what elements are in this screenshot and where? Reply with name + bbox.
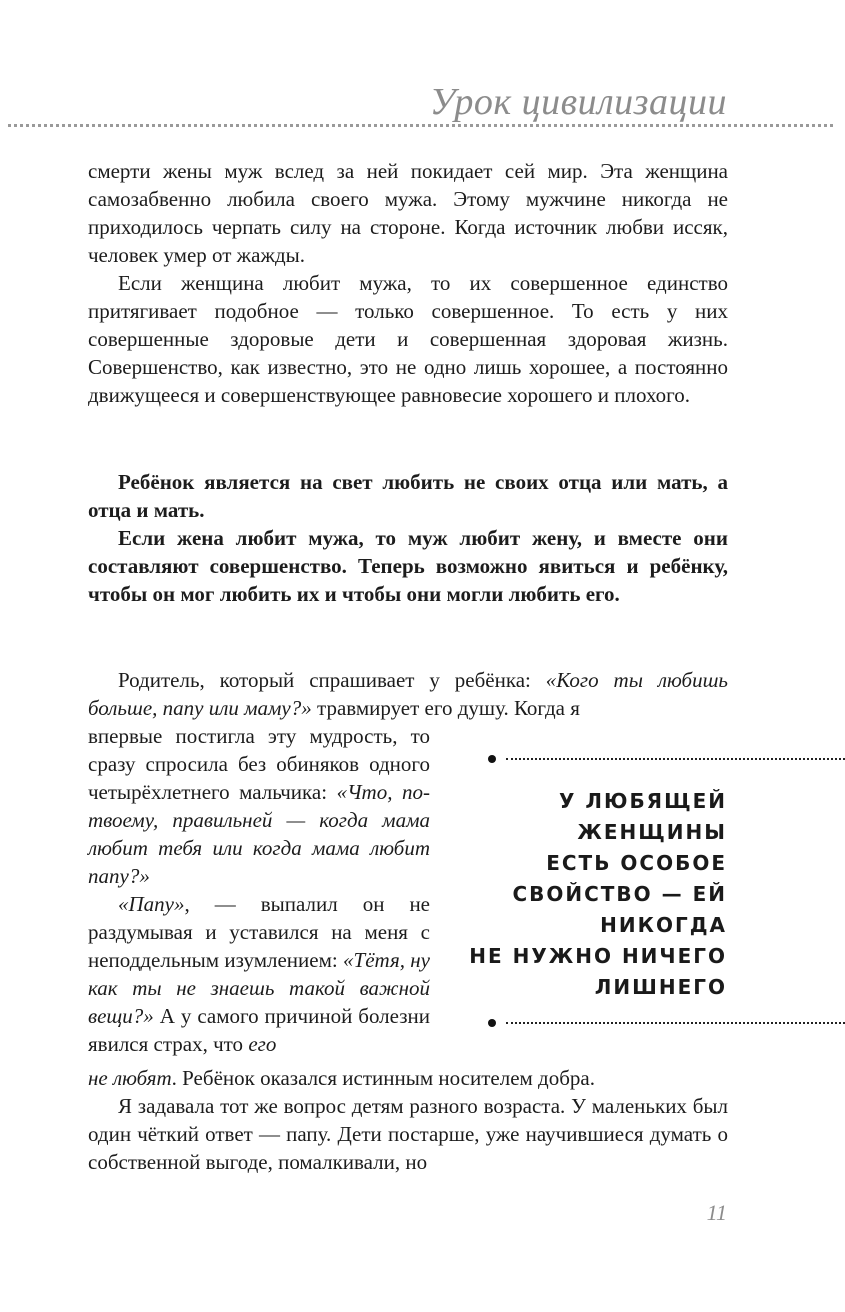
quoted-question: «Кого ты любишь больше, папу или маму?» xyxy=(88,668,728,720)
text-block-question xyxy=(88,666,728,722)
bullet-dot-icon xyxy=(488,755,496,763)
text-block-bold xyxy=(88,468,728,608)
paragraph: Если женщина любит мужа, то их совершенное единство притягивает подобное — только совершенное. То есть у них совершенные здоровые дети и совершенная здоровая жизнь. Совершенство, как известно, это не одно лишь хорошее, а постоянно движущееся и совершенствующее равновесие хорошего и плохого. xyxy=(88,271,728,407)
quoted-exclamation: «Тётя, ну как ты не знаешь такой важной вещи?» xyxy=(88,948,430,1028)
header-dotted-rule xyxy=(8,124,833,127)
pull-quote-top-rule xyxy=(488,754,845,764)
bold-paragraph: Ребёнок является на свет любить не своих отца или мать, а отца и мать. xyxy=(88,470,728,522)
paragraph: Родитель, который спрашивает у ребёнка: «Кого ты любишь больше, папу или маму?» травмирует его душу. Когда я xyxy=(88,668,728,720)
bullet-dot-icon xyxy=(488,1019,496,1027)
quoted-question: «Что, по-твоему, правильней — когда мама любит тебя или когда мама любит папу?» xyxy=(88,780,430,888)
dotted-line xyxy=(506,1022,845,1024)
pull-quote-line: ЕСТЬ ОСОБОЕ xyxy=(546,851,727,875)
pull-quote xyxy=(407,786,727,1003)
bold-paragraph: Если жена любит мужа, то муж любит жену, и вместе они составляют совершенство. Теперь возможно явиться и ребёнку, чтобы он мог любить их и чтобы они могли любить его. xyxy=(88,526,728,606)
pull-quote-line: НЕ НУЖНО НИЧЕГО xyxy=(469,944,727,968)
running-header-title: Урок цивилизации xyxy=(429,81,727,123)
dotted-line xyxy=(506,758,845,760)
pull-quote-line: У ЛЮБЯЩЕЙ xyxy=(558,789,727,813)
paragraph: не любят. Ребёнок оказался истинным носителем добра. xyxy=(88,1066,595,1090)
page-number: 11 xyxy=(706,1200,727,1225)
pull-quote-bottom-rule xyxy=(488,1018,845,1028)
text-block-intro xyxy=(88,157,728,409)
paragraph: Я задавала тот же вопрос детям разного возраста. У маленьких был один чёткий ответ — папу. Дети постарше, уже научившиеся думать о собственной выгоде, помалкивали, но xyxy=(88,1094,728,1174)
pull-quote-line: ЖЕНЩИНЫ xyxy=(577,820,727,844)
text-column-wrapped xyxy=(88,722,430,1058)
pull-quote-line: СВОЙСТВО — ЕЙ xyxy=(512,882,727,906)
paragraph: «Папу», — выпалил он не раздумывая и уставился на меня с неподдельным изумлением: «Тётя, ну как ты не знаешь такой важной вещи?» А у самого причиной болезни явился страх, что его xyxy=(88,892,430,1056)
text-block-conclusion xyxy=(88,1064,728,1176)
quoted-answer: «Папу» xyxy=(118,892,185,916)
paragraph: смерти жены муж вслед за ней покидает сей мир. Эта женщина самозабвенно любила своего мужа. Этому мужчине никогда не приходилось черпать силу на стороне. Когда источник любви иссяк, человек умер от жажды. xyxy=(88,159,728,267)
paragraph: впервые постигла эту мудрость, то сразу спросила без обиняков одного четырёхлетнего мальчика: «Что, по-твоему, правильней — когда мама любит тебя или когда мама любит папу?» xyxy=(88,724,430,888)
pull-quote-line: НИКОГДА xyxy=(600,913,727,937)
pull-quote-line: ЛИШНЕГО xyxy=(594,975,727,999)
